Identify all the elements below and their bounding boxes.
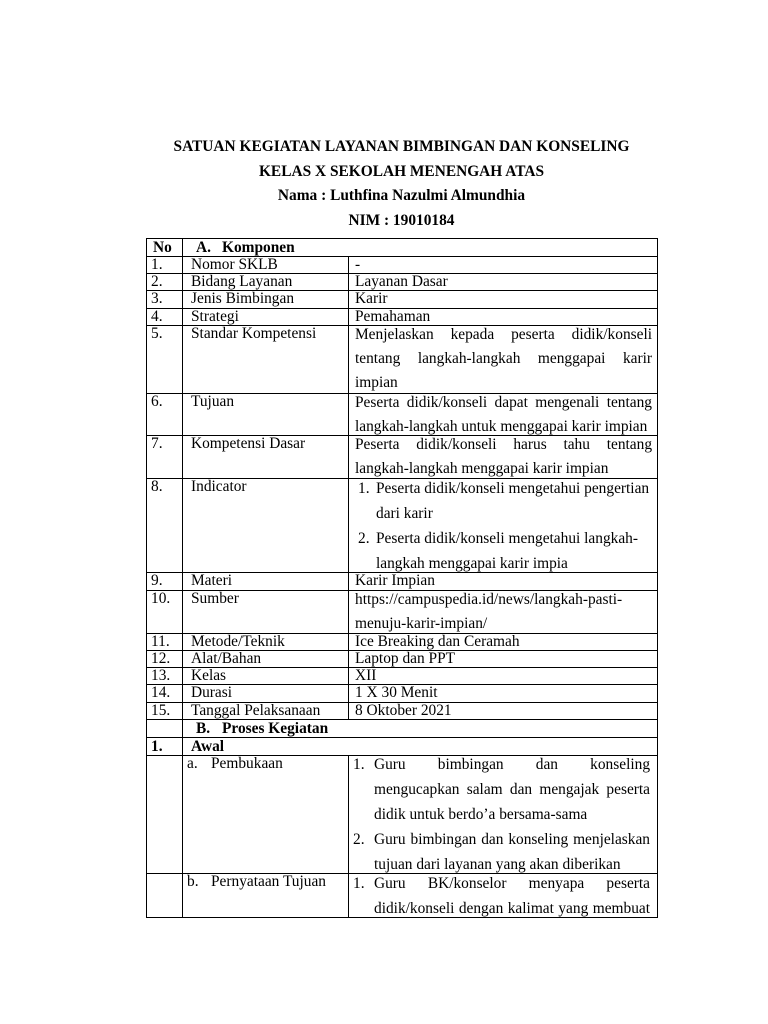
header-no: No [147,239,183,257]
list-marker: 2. [358,529,370,547]
list-item [349,479,653,526]
row-number: 9. [147,572,183,590]
list-marker: 1. [353,874,365,892]
activity-label [183,874,349,918]
row-number: 5. [147,326,183,394]
row-value-text: Peserta didik/konseli harus tahu tentang langkah-langkah menggapai karir impian [355,436,653,477]
stage-number: 1. [147,737,183,755]
row-label: Kompetensi Dasar [183,436,349,479]
row-value [349,326,658,394]
row-value: 1 X 30 Menit [349,684,658,702]
list-item [349,874,650,918]
sklb-table [146,238,658,918]
row-value: Layanan Dasar [349,274,658,291]
row-label: Durasi [183,684,349,702]
list-text: Peserta didik/konseli mengetahui langkah-langkah menggapai karir impia [376,529,639,572]
row-label: Jenis Bimbingan [183,291,349,309]
row-number: 8. [147,479,183,573]
activity-marker: b. [187,873,199,890]
document-subtitle: KELAS X SEKOLAH MENENGAH ATAS [258,162,545,180]
activity-row [147,755,658,874]
activity-name: Pembukaan [211,755,283,772]
document-title: SATUAN KEGIATAN LAYANAN BIMBINGAN DAN KONSELING [173,138,630,155]
row-value [349,590,658,633]
row-value: Laptop dan PPT [349,650,658,667]
section-marker: A. [196,239,211,256]
activity-steps [349,874,658,918]
activity-label [183,755,349,874]
table-row [147,667,658,684]
table-row [147,309,658,326]
row-number: 14. [147,684,183,702]
table-row [147,257,658,274]
row-value: 8 Oktober 2021 [349,702,658,719]
row-value: XII [349,667,658,684]
activity-row [147,874,658,918]
table-row [147,702,658,719]
row-label: Tujuan [183,394,349,436]
list-marker: 1. [353,756,365,773]
activity-marker: a. [187,755,198,772]
source-url-text: https://campuspedia.id/news/langkah-pasti-menuju-karir-impian/ [355,590,623,632]
row-value: Karir Impian [349,572,658,590]
list-text: Guru bimbingan dan konseling mengucapkan salam dan mengajak peserta didik untuk berdo’a bersama-sama [374,756,651,823]
row-label: Indicator [183,479,349,573]
table-row [147,590,658,633]
row-value: Pemahaman [349,309,658,326]
section-b-row [147,719,658,737]
table-row [147,684,658,702]
indicator-items [349,479,653,573]
stage-row [147,737,658,755]
section-label: Komponen [222,239,295,256]
row-number: 13. [147,667,183,684]
section-b-heading [183,719,658,737]
list-item [349,827,650,874]
student-id: NIM : 19010184 [348,212,455,230]
row-label: Alat/Bahan [183,650,349,667]
row-value [349,394,658,436]
table-row [147,479,658,573]
row-value: - [349,257,658,274]
author-name: Nama : Luthfina Nazulmi Almundhia [277,187,526,205]
row-value: Karir [349,291,658,309]
row-number: 15. [147,702,183,719]
stage-heading: Awal [183,737,658,755]
row-label: Kelas [183,667,349,684]
row-number: 10. [147,590,183,633]
activity-steps [349,755,658,874]
section-a-heading [183,239,658,257]
table-row [147,291,658,309]
table-header-row [147,239,658,257]
row-number: 4. [147,309,183,326]
list-marker: 1. [358,479,370,497]
table-row [147,436,658,479]
table-row [147,274,658,291]
row-label: Tanggal Pelaksanaan [183,702,349,719]
row-value-text: Menjelaskan kepada peserta didik/konseli tentang langkah-langkah menggapai karir impian [355,326,653,391]
list-item [349,755,650,827]
empty-cell [147,874,183,918]
table-row [147,633,658,650]
list-text: Peserta didik/konseli mengetahui pengertian dari karir [376,479,650,522]
row-number: 7. [147,436,183,479]
row-label: Nomor SKLB [183,257,349,274]
row-number: 1. [147,257,183,274]
row-label: Metode/Teknik [183,633,349,650]
list-marker: 2. [353,831,365,848]
table-row [147,326,658,394]
section-label: Proses Kegiatan [222,719,329,737]
list-text: Guru bimbingan dan konseling menjelaskan tujuan dari layanan yang akan diberikan [374,831,651,873]
steps-list [349,874,650,918]
row-label: Materi [183,572,349,590]
row-number: 2. [147,274,183,291]
table-row [147,394,658,436]
row-value-text: Peserta didik/konseli dapat mengenali tentang langkah-langkah untuk menggapai karir impian [355,394,653,435]
list-text: Guru BK/konselor menyapa peserta didik/konseli dengan kalimat yang membuat [374,874,651,917]
row-label: Bidang Layanan [183,274,349,291]
row-number: 6. [147,394,183,436]
row-value: Ice Breaking dan Ceramah [349,633,658,650]
empty-cell [147,719,183,737]
row-value [349,436,658,479]
row-label: Sumber [183,590,349,633]
activity-name: Pernyataan Tujuan [211,873,326,890]
empty-cell [147,755,183,874]
table-row [147,650,658,667]
row-number: 11. [147,633,183,650]
row-label: Strategi [183,309,349,326]
row-number: 3. [147,291,183,309]
list-item [349,526,653,573]
row-label: Standar Kompetensi [183,326,349,394]
section-marker: B. [196,719,211,737]
table-row [147,572,658,590]
document-heading [146,135,657,234]
steps-list [349,755,650,874]
indicator-list [349,479,658,573]
row-number: 12. [147,650,183,667]
